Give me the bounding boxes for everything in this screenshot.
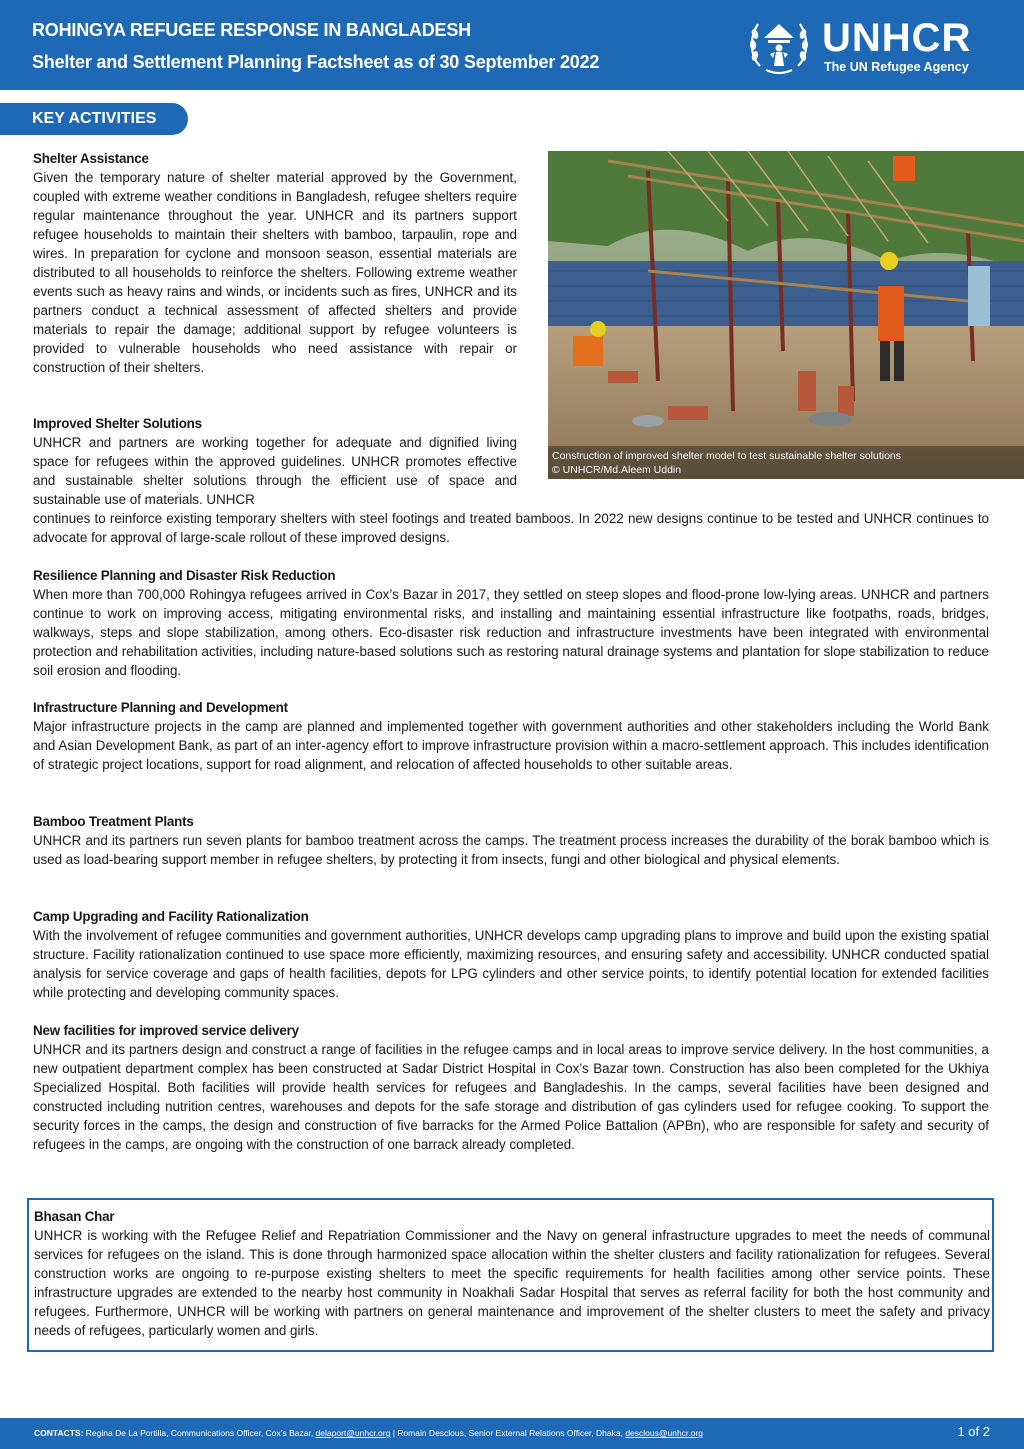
header-banner: [0, 0, 1024, 90]
construction-site-image: [548, 151, 1024, 479]
section-body: With the involvement of refugee communities and government authorities, UNHCR develops camp upgrading plans to improve and build upon the existing spatial structure. Facility rationalization continued to use space more efficiently, maximizing resources, and ensuring safety and accessibility. UNHCR conducted spatial analysis for service coverage and gaps of health facilities, depots for LPG cylinders and other service points, to identify potential location for extended facilities while protecting and developing community spaces.: [33, 928, 989, 1000]
logo-tagline: The UN Refugee Agency: [824, 60, 969, 74]
section-heading: Bhasan Char: [34, 1209, 115, 1224]
section-new-facilities: [33, 1021, 989, 1154]
contacts-line: [34, 1428, 703, 1438]
section-heading: Infrastructure Planning and Development: [33, 700, 288, 715]
email-link-1[interactable]: delaport@unhcr.org: [315, 1428, 391, 1438]
section-heading: Improved Shelter Solutions: [33, 416, 202, 431]
section-heading: Bamboo Treatment Plants: [33, 814, 194, 829]
section-heading: Camp Upgrading and Facility Rationalization: [33, 909, 309, 924]
section-body: UNHCR and its partners run seven plants for bamboo treatment across the camps. The treatment process increases the durability of the borak bamboo which is used as load-bearing support member in refugee shelters, by protecting it from insects, fungi and other biological and physical elements.: [33, 833, 989, 867]
unhcr-logo: [746, 14, 996, 76]
section-body: UNHCR and partners are working together for adequate and dignified living space for refugees within the approved guidelines. UNHCR promotes effective and sustainable shelter solutions through the efficient use of space and sustainable use of materials. UNHCR: [33, 435, 517, 507]
section-body: Given the temporary nature of shelter material approved by the Government, coupled with extreme weather conditions in Bangladesh, refugee shelters require regular maintenance throughout the year. UNHCR and its partners support refugee households to maintain their shelters with bamboo, tarpaulin, rope and wires. In preparation for cyclone and monsoon season, essential materials are distributed to all households to reinforce the shelters. Following extreme weather events such as heavy rains and winds, or incidents such as fires, UNHCR and its partners conduct a technical assessment of affected shelters and provide materials to repair the damage; additional support by refugee volunteers is provided to vulnerable households who need assistance with repair or construction of their shelters.: [33, 170, 517, 375]
section-shelter-assistance: [33, 149, 517, 377]
logo-name: UNHCR: [822, 16, 972, 60]
section-heading: New facilities for improved service delivery: [33, 1023, 299, 1038]
section-body: Major infrastructure projects in the camp are planned and implemented together with government authorities and other stakeholders including the World Bank and Asian Development Bank, as part of an inter-agency effort to improve infrastructure provision within a macro-settlement approach. This includes identification of strategic project locations, support for road alignment, and relocation of affected households to other suitable areas.: [33, 719, 989, 772]
section-resilience-planning: [33, 566, 989, 680]
section-heading: Resilience Planning and Disaster Risk Reduction: [33, 568, 336, 583]
section-improved-shelter-continued: [33, 509, 989, 547]
section-body: continues to reinforce existing temporary shelters with steel footings and treated bamboos. In 2022 new designs continue to be tested and UNHCR continues to advocate for approval of large-scale rollout of these improved designs.: [33, 511, 989, 545]
contact-1: Regina De La Portilla, Communications Officer, Cox’s Bazar,: [83, 1428, 316, 1438]
section-infrastructure-planning: [33, 698, 989, 774]
document-subtitle: Shelter and Settlement Planning Factsheet as of 30 September 2022: [32, 52, 600, 72]
section-body: UNHCR and its partners design and construct a range of facilities in the refugee camps and in local areas to improve service delivery. In the host communities, a new outpatient department complex has been constructed at Sadar District Hospital in Cox’s Bazar town. Construction has also been completed for the Ukhiya Specialized Hospital. Both facilities will provide health services for refugees and Bangladeshis. In the camps, several facilities have been designed and constructed including nutrition centres, warehouses and depots for the safe storage and distribution of gas cylinders used for refugee cooking. To support the security forces in the camps, the design and construction of five barracks for the Armed Police Battalion (APBn), who are responsible for safety and security of refugees in the camps, are ongoing with the construction of one barrack already completed.: [33, 1042, 989, 1152]
laurel-emblem-icon: [746, 14, 812, 76]
construction-photo: [548, 151, 1024, 479]
document-title: ROHINGYA REFUGEE RESPONSE IN BANGLADESH: [32, 20, 471, 40]
section-bamboo-treatment: [33, 812, 989, 869]
email-link-2[interactable]: desclous@unhcr.org: [625, 1428, 703, 1438]
section-body: When more than 700,000 Rohingya refugees arrived in Cox’s Bazar in 2017, they settled on steep slopes and flood-prone low-lying areas. UNHCR and partners continue to work on improving access, mitigating environmental risks, and installing and maintaining essential infrastructure like footpaths, roads, bridges, walkways, steps and slope stabilization, among others. Eco-disaster risk reduction and infrastructure investments have been integrated with environmental protection and rehabilitation activities, including nature-based solutions such as restoring natural drainage systems and plantation for slope stabilization to reduce soil erosion and flooding.: [33, 587, 989, 678]
caption-credit: © UNHCR/Md.Aleem Uddin: [552, 464, 682, 476]
section-heading: Shelter Assistance: [33, 151, 149, 166]
section-label-text: KEY ACTIVITIES: [32, 110, 157, 127]
caption-description: Construction of improved shelter model to test sustainable shelter solutions: [552, 450, 902, 462]
footer-bar: [0, 1418, 1024, 1449]
section-camp-upgrading: [33, 907, 989, 1002]
bhasan-char-box: [27, 1198, 994, 1352]
contacts-label: CONTACTS:: [34, 1428, 84, 1438]
key-activities-label: [0, 103, 188, 135]
page-number: 1 of 2: [957, 1424, 990, 1439]
section-bhasan-char: [34, 1207, 990, 1340]
section-improved-shelter: [33, 414, 517, 509]
contact-2: | Romain Desclous, Senior External Relations Officer, Dhaka,: [390, 1428, 626, 1438]
section-body: UNHCR is working with the Refugee Relief and Repatriation Commissioner and the Navy on general infrastructure upgrades to meet the needs of communal services for refugees on the island. This is done through harmonized space allocation within the shelter clusters and facility rationalization for refugees. Several construction works are ongoing to re-purpose existing shelters to meet the specific requirements for health facilities among other service points. These infrastructure upgrades are extended to the nearby host community in Noakhali Sadar Hospital that serves as referral facility for both the host community and refugees. Furthermore, UNHCR will be working with partners on general maintenance and improvement of the shelter clusters to meet the safety and privacy needs of refugees, particularly women and girls.: [34, 1228, 990, 1338]
photo-caption: [552, 449, 984, 477]
